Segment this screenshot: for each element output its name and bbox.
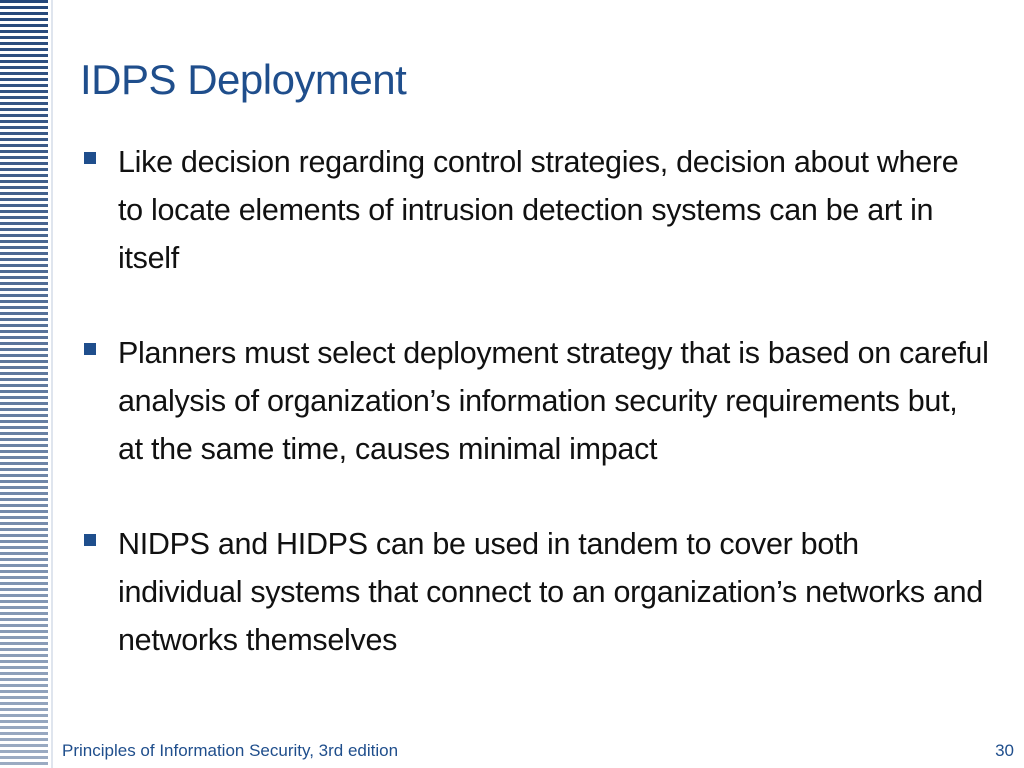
bullet-text: Like decision regarding control strategies, decision about where to locate elements of intrusion detection systems can be art in itself — [118, 145, 959, 275]
bullet-text: NIDPS and HIDPS can be used in tandem to cover both individual systems that connect to an organization’s networks and networks themselves — [118, 527, 983, 657]
square-bullet-icon — [84, 152, 96, 164]
decorative-divider — [51, 0, 53, 768]
slide-title: IDPS Deployment — [80, 56, 407, 103]
page-number: 30 — [995, 741, 1014, 760]
bullet-item — [84, 138, 989, 282]
decorative-stripe-bar — [0, 0, 48, 768]
bullet-list — [84, 138, 989, 711]
bullet-item — [84, 329, 989, 473]
footer-source: Principles of Information Security, 3rd edition — [62, 741, 399, 760]
square-bullet-icon — [84, 534, 96, 546]
square-bullet-icon — [84, 343, 96, 355]
bullet-text: Planners must select deployment strategy that is based on careful analysis of organization’s information security requirements but, at the same time, causes minimal impact — [118, 336, 989, 466]
bullet-item — [84, 520, 989, 664]
